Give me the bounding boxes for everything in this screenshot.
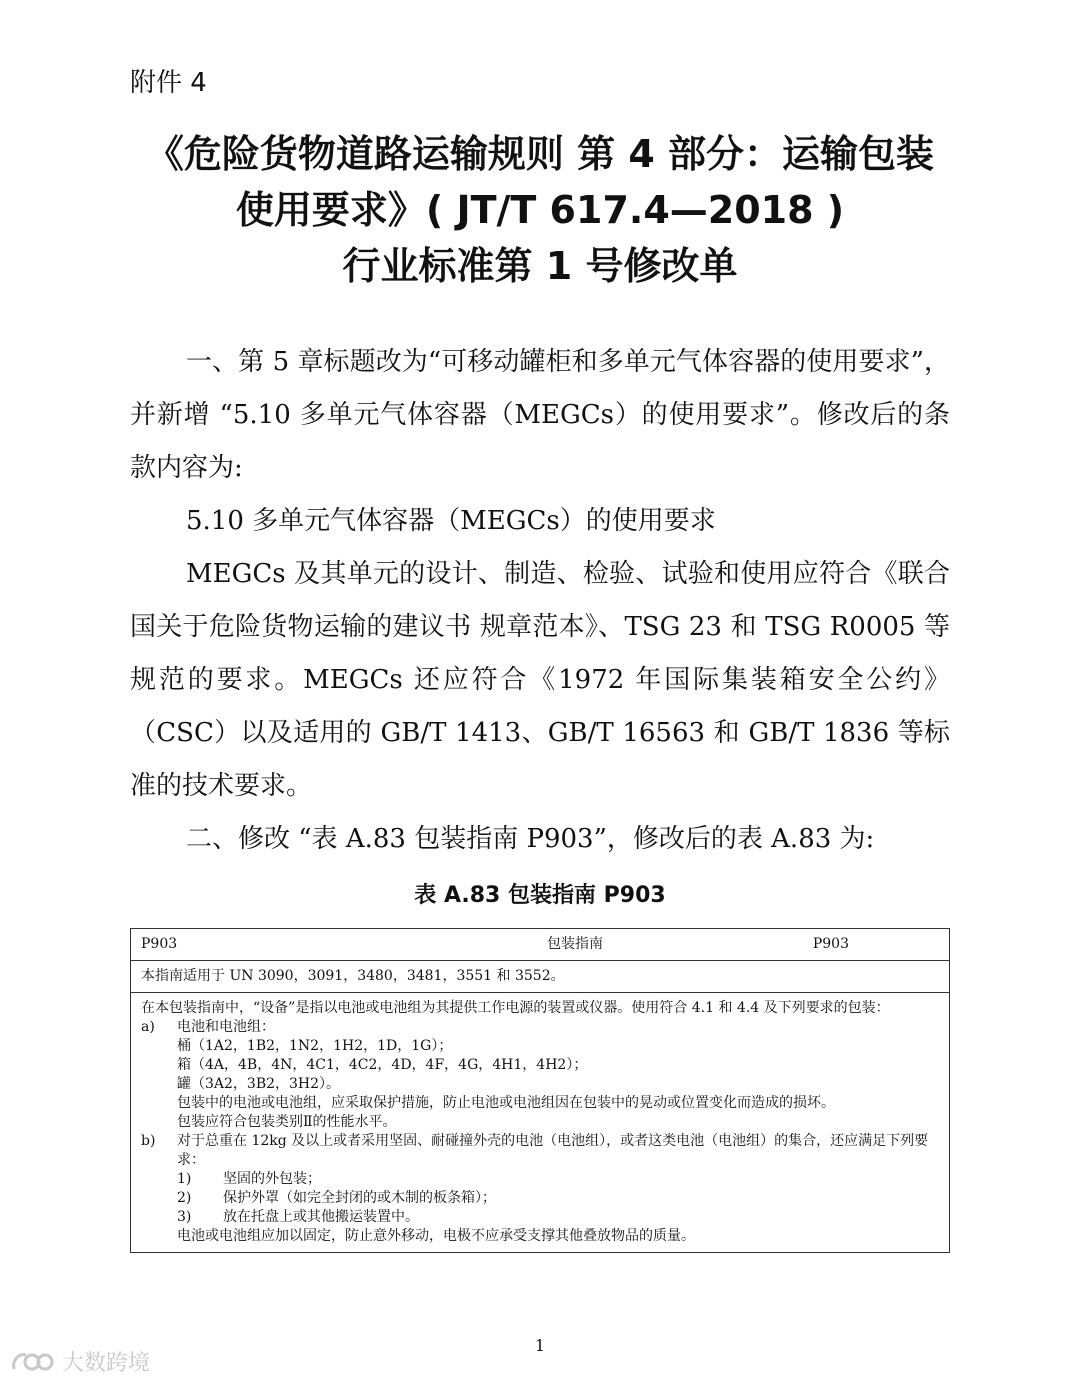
title-line-3: 行业标准第 1 号修改单	[342, 244, 738, 288]
list-item: 1) 坚固的外包装；	[177, 1171, 321, 1187]
header-code-right: P903	[812, 936, 849, 952]
paragraph-4: 二、修改 “表 A.83 包装指南 P903”，修改后的表 A.83 为:	[186, 824, 875, 854]
annex-label: 附件 4	[130, 68, 207, 98]
intro-text: 在本包装指南中，“设备”是指以电池或电池组为其提供工作电源的装置或仪器。使用符合 4.1 和 4.4 及下列要求的包装：	[141, 1000, 890, 1016]
document-title	[100, 126, 980, 294]
table-header-row	[131, 929, 950, 961]
table-row-applies	[131, 961, 950, 993]
item-b-list	[141, 1170, 939, 1246]
table-caption: 表 A.83 包装指南 P903	[414, 883, 666, 908]
header-code-left: P903	[141, 936, 178, 952]
body-text	[130, 336, 950, 866]
item-b-label: b)	[141, 1133, 156, 1149]
item-a-label: a)	[141, 1019, 155, 1035]
watermark	[10, 1346, 150, 1377]
item-a-list	[141, 1037, 939, 1132]
paragraph-3: MEGCs 及其单元的设计、制造、检验、试验和使用应符合《联合国关于危险货物运输的建议书 规章范本》、TSG 23 和 TSG R0005 等规范的要求。MEGCs 还应符合《1972 年国际集装箱安全公约》（CSC）以及适用的 GB/T 1413、GB/T 16563 和 GB/T 1836 等标准的技术要求。	[130, 559, 950, 801]
item-a-note-2: 包装应符合包装类别Ⅱ的性能水平。	[177, 1114, 397, 1130]
packing-instruction-table	[130, 928, 950, 1253]
list-item: 罐（3A2，3B2，3H2）。	[177, 1076, 341, 1092]
header-title: 包装指南	[547, 936, 603, 952]
item-a-title: 电池和电池组：	[177, 1019, 275, 1035]
list-item: 3) 放在托盘上或其他搬运装置中。	[177, 1209, 419, 1225]
item-a-note-1: 包装中的电池或电池组，应采取保护措施，防止电池或电池组因在包装中的晃动或位置变化而造成的损坏。	[177, 1095, 835, 1111]
list-item: 桶（1A2，1B2，1N2，1H2，1D，1G）；	[177, 1038, 453, 1054]
watermark-text: 大数跨境	[62, 1351, 151, 1376]
page-number: 1	[534, 1336, 546, 1355]
title-line-1: 《危险货物道路运输规则 第 4 部分：运输包装	[145, 132, 935, 176]
paragraph-2: 5.10 多单元气体容器（MEGCs）的使用要求	[186, 506, 716, 536]
table-row-requirements	[131, 993, 950, 1253]
watermark-logo-icon	[10, 1347, 54, 1377]
list-item: 2) 保护外罩（如完全封闭的或木制的板条箱）；	[177, 1190, 496, 1206]
applies-text: 本指南适用于 UN 3090，3091，3480，3481，3551 和 3552。	[131, 961, 950, 993]
item-b-text: 对于总重在 12kg 及以上或者采用坚固、耐碰撞外壳的电池（电池组），或者这类电池（电池组）的集合，还应满足下列要求：	[177, 1133, 929, 1168]
list-item: 箱（4A，4B，4N，4C1，4C2，4D，4F，4G，4H1，4H2）；	[177, 1057, 588, 1073]
title-line-2: 使用要求》( JT/T 617.4—2018 )	[235, 188, 845, 232]
item-b-note: 电池或电池组应加以固定，防止意外移动，电极不应承受支撑其他叠放物品的质量。	[177, 1228, 695, 1244]
paragraph-1: 一、第 5 章标题改为“可移动罐柜和多单元气体容器的使用要求”，并新增 “5.10 多单元气体容器（MEGCs）的使用要求”。修改后的条款内容为:	[130, 347, 950, 483]
